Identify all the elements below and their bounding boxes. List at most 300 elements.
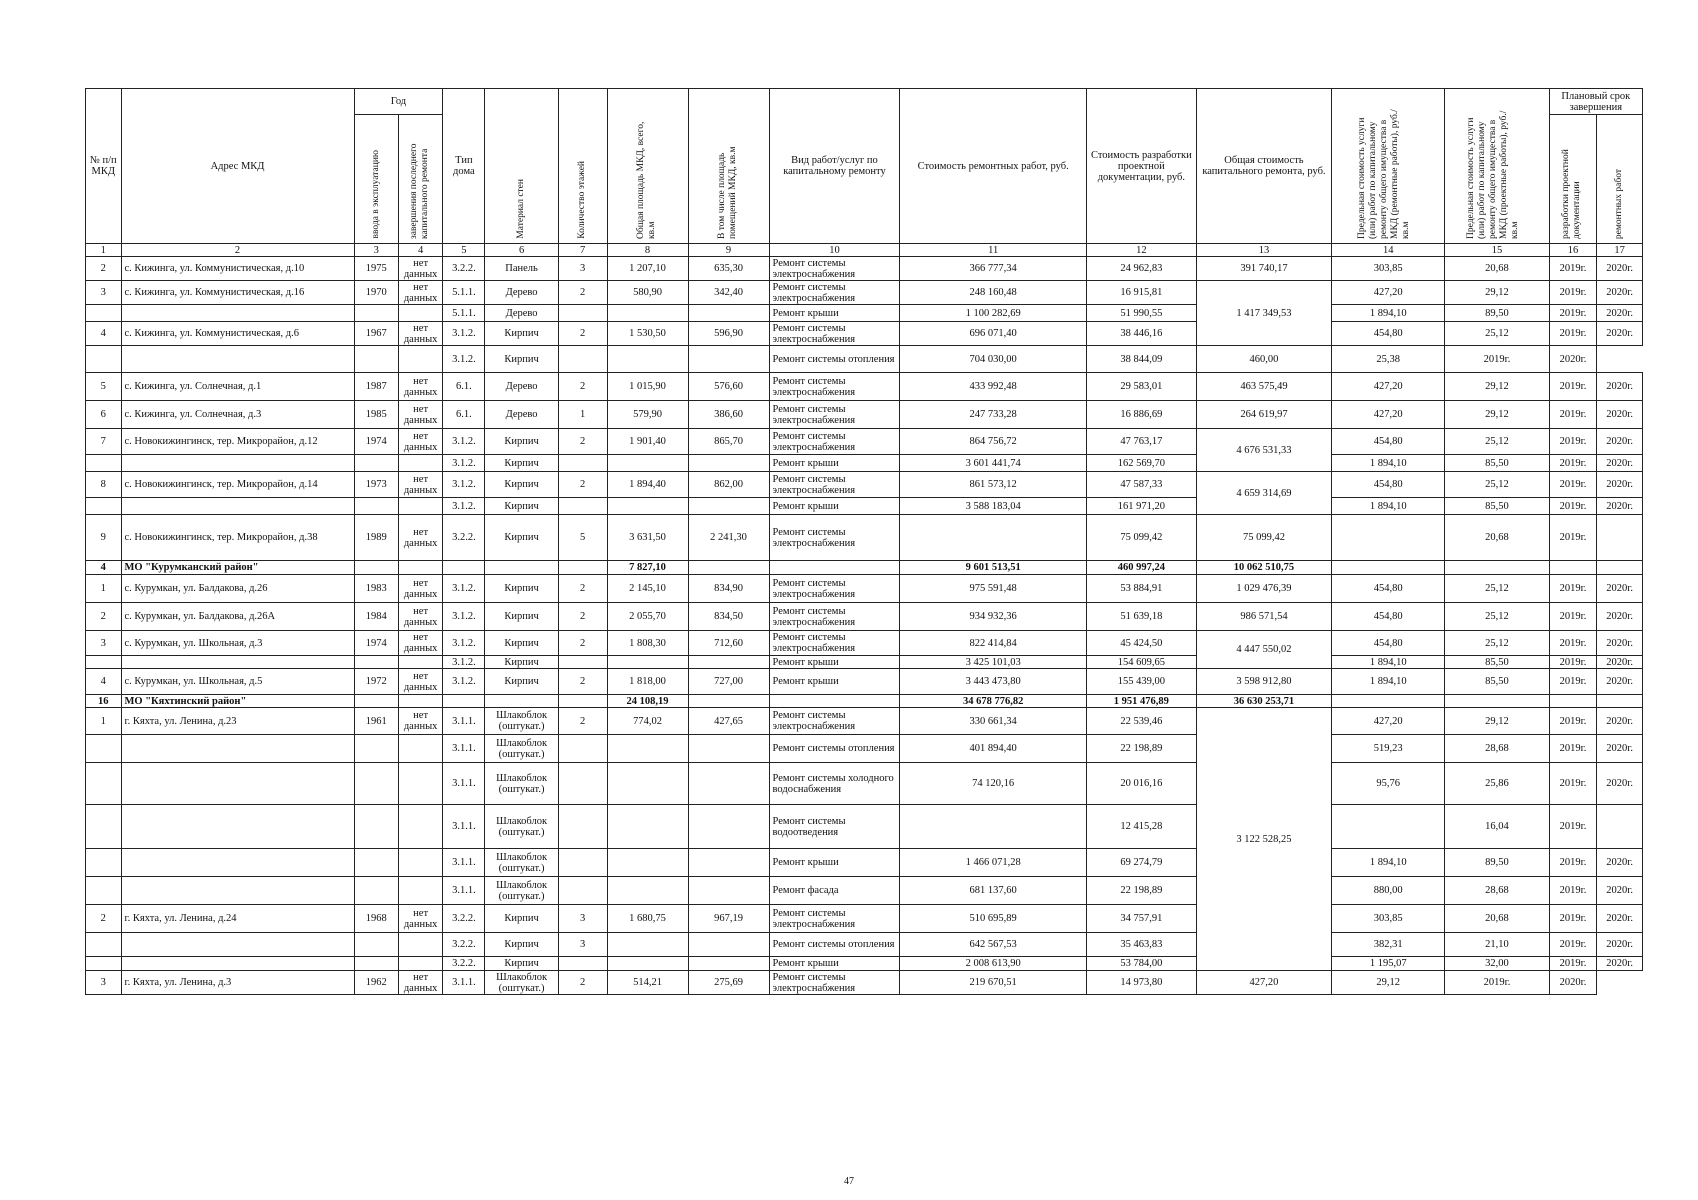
table-cell: 2 241,30 <box>688 515 769 561</box>
table-cell <box>688 805 769 849</box>
column-number-row <box>86 244 1643 257</box>
table-cell <box>688 735 769 763</box>
table-cell: 155 439,00 <box>1086 669 1196 695</box>
table-cell: 14 973,80 <box>1086 971 1196 995</box>
table-cell <box>485 695 558 708</box>
table-cell: нет данных <box>398 515 442 561</box>
table-cell: 3.2.2. <box>443 933 485 957</box>
table-cell: 25,12 <box>1445 575 1549 603</box>
district-total-row <box>86 561 1643 575</box>
table-cell: 3.1.1. <box>443 763 485 805</box>
table-cell: Кирпич <box>485 957 558 971</box>
table-cell: 275,69 <box>688 971 769 995</box>
table-cell <box>558 763 607 805</box>
table-cell: 85,50 <box>1445 669 1549 695</box>
table-cell: 3 425 101,03 <box>900 656 1086 669</box>
table-cell: 3.1.2. <box>443 603 485 631</box>
table-cell <box>558 805 607 849</box>
table-cell: с. Кижинга, ул. Коммунистическая, д.16 <box>121 281 354 305</box>
table-cell <box>558 305 607 322</box>
table-cell: 2019г. <box>1549 656 1597 669</box>
header-limit-design: Предельная стоимость услуги (или) работ по капитальному ремонту общего имущества в МКД (проектные работы), руб./кв.м <box>1465 110 1520 239</box>
table-cell: 2019г. <box>1549 603 1597 631</box>
page-number: 47 <box>844 1176 854 1187</box>
table-cell: 427,20 <box>1196 971 1331 995</box>
table-cell: 75 099,42 <box>1196 515 1331 561</box>
table-cell: 53 884,91 <box>1086 575 1196 603</box>
table-cell: 3 <box>558 905 607 933</box>
table-cell <box>398 455 442 472</box>
table-cell: 2 <box>558 281 607 305</box>
table-cell: 2020г. <box>1597 669 1643 695</box>
table-cell <box>121 498 354 515</box>
table-cell: 427,20 <box>1332 373 1445 401</box>
table-cell: 681 137,60 <box>900 877 1086 905</box>
table-cell: Ремонт системы электроснабжения <box>769 472 900 498</box>
table-cell: 1 466 071,28 <box>900 849 1086 877</box>
table-cell <box>354 695 398 708</box>
table-cell: 427,65 <box>688 708 769 735</box>
table-cell: 576,60 <box>688 373 769 401</box>
table-cell <box>121 849 354 877</box>
column-number: 6 <box>485 244 558 257</box>
table-cell: 2020г. <box>1549 346 1597 373</box>
table-cell: 2019г. <box>1549 849 1597 877</box>
table-cell: 2019г. <box>1549 498 1597 515</box>
table-cell: 1985 <box>354 401 398 429</box>
header-year-commission: ввода в эксплуатацию <box>370 150 381 239</box>
table-cell: с. Новокижингинск, тер. Микрорайон, д.38 <box>121 515 354 561</box>
table-cell: 454,80 <box>1332 575 1445 603</box>
table-cell: 727,00 <box>688 669 769 695</box>
table-cell <box>607 455 688 472</box>
table-row <box>86 849 1643 877</box>
table-cell: Ремонт системы электроснабжения <box>769 905 900 933</box>
table-cell: 862,00 <box>688 472 769 498</box>
table-cell: г. Кяхта, ул. Ленина, д.3 <box>121 971 354 995</box>
table-cell: 89,50 <box>1445 849 1549 877</box>
table-cell: 1974 <box>354 631 398 656</box>
table-cell <box>558 957 607 971</box>
table-cell: нет данных <box>398 373 442 401</box>
table-cell <box>607 877 688 905</box>
column-number: 2 <box>121 244 354 257</box>
table-cell: 1 894,10 <box>1332 669 1445 695</box>
table-cell <box>398 656 442 669</box>
table-cell: 2019г. <box>1549 257 1597 281</box>
column-number: 14 <box>1332 244 1445 257</box>
table-cell <box>398 805 442 849</box>
column-number: 3 <box>354 244 398 257</box>
table-cell: Ремонт системы электроснабжения <box>769 631 900 656</box>
table-cell: 2020г. <box>1597 603 1643 631</box>
column-number: 7 <box>558 244 607 257</box>
table-cell: 1989 <box>354 515 398 561</box>
table-cell <box>558 346 607 373</box>
table-cell <box>688 498 769 515</box>
table-cell: 2 <box>86 905 122 933</box>
table-cell: с. Кижинга, ул. Коммунистическая, д.10 <box>121 257 354 281</box>
table-cell: 9 <box>86 515 122 561</box>
table-cell <box>688 957 769 971</box>
column-number: 1 <box>86 244 122 257</box>
table-cell: 9 601 513,51 <box>900 561 1086 575</box>
table-cell <box>121 933 354 957</box>
table-row <box>86 498 1643 515</box>
table-cell <box>688 695 769 708</box>
table-cell: 401 894,40 <box>900 735 1086 763</box>
table-cell <box>1332 805 1445 849</box>
table-cell: 864 756,72 <box>900 429 1086 455</box>
table-cell: Ремонт системы отопления <box>769 933 900 957</box>
table-cell: 2019г. <box>1549 373 1597 401</box>
table-cell: 69 274,79 <box>1086 849 1196 877</box>
table-cell <box>398 695 442 708</box>
table-cell: 2019г. <box>1549 905 1597 933</box>
table-cell: Ремонт системы электроснабжения <box>769 429 900 455</box>
column-number: 5 <box>443 244 485 257</box>
table-cell: 1 015,90 <box>607 373 688 401</box>
table-cell: 20,68 <box>1445 905 1549 933</box>
table-cell: 2020г. <box>1597 429 1643 455</box>
table-cell: 2020г. <box>1597 905 1643 933</box>
table-cell: 2020г. <box>1597 498 1643 515</box>
table-cell: 75 099,42 <box>1086 515 1196 561</box>
table-cell: Ремонт системы холодного водоснабжения <box>769 763 900 805</box>
table-cell: Кирпич <box>485 575 558 603</box>
table-cell: 1 <box>86 708 122 735</box>
table-cell: 3 588 183,04 <box>900 498 1086 515</box>
table-cell: Ремонт системы электроснабжения <box>769 257 900 281</box>
table-cell: МО "Кяхтинский район" <box>121 695 354 708</box>
table-cell <box>354 498 398 515</box>
table-cell: нет данных <box>398 631 442 656</box>
table-cell: 16 <box>86 695 122 708</box>
table-cell: 3.1.1. <box>443 877 485 905</box>
table-cell: 427,20 <box>1332 401 1445 429</box>
table-cell <box>398 305 442 322</box>
table-cell <box>688 346 769 373</box>
table-row <box>86 401 1643 429</box>
table-cell: 20,68 <box>1445 257 1549 281</box>
table-cell <box>1597 805 1643 849</box>
table-cell: 1 680,75 <box>607 905 688 933</box>
table-cell: 38 844,09 <box>1086 346 1196 373</box>
table-cell <box>86 763 122 805</box>
table-cell <box>769 561 900 575</box>
table-cell: г. Кяхта, ул. Ленина, д.23 <box>121 708 354 735</box>
table-cell: Шлакоблок (оштукат.) <box>485 971 558 995</box>
table-cell: 25,12 <box>1445 631 1549 656</box>
table-cell: 22 198,89 <box>1086 735 1196 763</box>
table-cell: Ремонт системы электроснабжения <box>769 603 900 631</box>
table-cell <box>1597 561 1643 575</box>
table-cell: 3.1.1. <box>443 971 485 995</box>
table-cell: 2 <box>558 322 607 346</box>
district-total-row <box>86 695 1643 708</box>
table-cell: 454,80 <box>1332 322 1445 346</box>
table-cell <box>86 877 122 905</box>
table-cell: 3 <box>86 631 122 656</box>
table-body <box>86 257 1643 995</box>
table-cell: Ремонт системы электроснабжения <box>769 515 900 561</box>
table-cell: Ремонт системы электроснабжения <box>769 971 900 995</box>
table-cell: 3 <box>558 257 607 281</box>
table-cell: Шлакоблок (оштукат.) <box>485 877 558 905</box>
table-cell: 20,68 <box>1445 515 1549 561</box>
table-cell: 7 <box>86 429 122 455</box>
header-wall-material-cell <box>485 89 558 244</box>
table-cell: 519,23 <box>1332 735 1445 763</box>
table-cell: 2 <box>558 472 607 498</box>
table-cell: Ремонт крыши <box>769 455 900 472</box>
table-cell: 3 <box>86 281 122 305</box>
table-cell: 38 446,16 <box>1086 322 1196 346</box>
table-cell: 6.1. <box>443 401 485 429</box>
table-cell: 1 <box>86 575 122 603</box>
table-cell: 2019г. <box>1549 763 1597 805</box>
table-cell: 2020г. <box>1597 305 1643 322</box>
table-cell: 2020г. <box>1597 957 1643 971</box>
header-floors-cell <box>558 89 607 244</box>
table-cell: 1973 <box>354 472 398 498</box>
table-cell: 22 198,89 <box>1086 877 1196 905</box>
header-limit-design-cell <box>1445 89 1549 244</box>
table-cell: 596,90 <box>688 322 769 346</box>
table-cell: Ремонт системы отопления <box>769 346 900 373</box>
table-cell: 28,68 <box>1445 735 1549 763</box>
table-cell: 1974 <box>354 429 398 455</box>
table-cell <box>900 515 1086 561</box>
table-cell: 36 630 253,71 <box>1196 695 1331 708</box>
table-cell: Ремонт крыши <box>769 656 900 669</box>
table-cell: 2019г. <box>1549 669 1597 695</box>
table-cell: 4 447 550,02 <box>1196 631 1331 669</box>
table-cell: Кирпич <box>485 498 558 515</box>
table-cell <box>398 498 442 515</box>
table-cell <box>354 933 398 957</box>
table-cell: Кирпич <box>485 933 558 957</box>
table-cell: нет данных <box>398 905 442 933</box>
table-cell: 2 145,10 <box>607 575 688 603</box>
table-cell: 635,30 <box>688 257 769 281</box>
table-row <box>86 281 1643 305</box>
table-cell: 25,12 <box>1445 429 1549 455</box>
table-cell: 2020г. <box>1597 373 1643 401</box>
table-cell <box>398 561 442 575</box>
table-cell <box>485 561 558 575</box>
table-cell <box>121 763 354 805</box>
table-cell: 53 784,00 <box>1086 957 1196 971</box>
table-cell: 2019г. <box>1445 971 1549 995</box>
table-cell: 34 757,91 <box>1086 905 1196 933</box>
table-cell: 3 <box>86 971 122 995</box>
table-cell: Кирпич <box>485 905 558 933</box>
table-cell: 2020г. <box>1597 575 1643 603</box>
table-cell <box>354 561 398 575</box>
table-cell: 2019г. <box>1549 933 1597 957</box>
table-cell: нет данных <box>398 472 442 498</box>
table-cell: 880,00 <box>1332 877 1445 905</box>
table-cell: 3.1.2. <box>443 575 485 603</box>
header-planned: Плановый срок завершения <box>1549 89 1642 115</box>
table-row <box>86 669 1643 695</box>
table-cell: 514,21 <box>607 971 688 995</box>
table-cell <box>769 695 900 708</box>
table-cell <box>1332 561 1445 575</box>
table-cell: 3.2.2. <box>443 905 485 933</box>
table-cell: с. Кижинга, ул. Солнечная, д.3 <box>121 401 354 429</box>
table-cell <box>558 735 607 763</box>
table-cell <box>398 735 442 763</box>
table-row <box>86 735 1643 763</box>
header-year-commission-cell <box>354 115 398 244</box>
table-cell: 29,12 <box>1445 281 1549 305</box>
table-cell <box>607 656 688 669</box>
table-cell: 28,68 <box>1445 877 1549 905</box>
table-cell: 1 894,40 <box>607 472 688 498</box>
table-cell: 2 <box>558 429 607 455</box>
table-cell <box>354 735 398 763</box>
table-cell <box>1332 515 1445 561</box>
table-cell: 967,19 <box>688 905 769 933</box>
table-cell: 454,80 <box>1332 429 1445 455</box>
table-cell: 3.1.2. <box>443 656 485 669</box>
table-cell <box>688 763 769 805</box>
table-cell: 865,70 <box>688 429 769 455</box>
table-cell: с. Курумкан, ул. Балдакова, д.26 <box>121 575 354 603</box>
table-cell: 2020г. <box>1597 401 1643 429</box>
table-cell: 386,60 <box>688 401 769 429</box>
table-cell <box>558 849 607 877</box>
table-cell: 1 894,10 <box>1332 498 1445 515</box>
table-cell: 8 <box>86 472 122 498</box>
header-year: Год <box>354 89 443 115</box>
table-row <box>86 429 1643 455</box>
table-cell <box>354 849 398 877</box>
table-cell: 3.1.2. <box>443 429 485 455</box>
table-cell: 696 071,40 <box>900 322 1086 346</box>
table-cell: Ремонт системы водоотведения <box>769 805 900 849</box>
table-cell: 1968 <box>354 905 398 933</box>
table-cell: 433 992,48 <box>900 373 1086 401</box>
header-address: Адрес МКД <box>121 89 354 244</box>
header-planned-design: разработки проектной документации <box>1561 149 1582 239</box>
table-cell: 2 <box>558 971 607 995</box>
table-cell: 7 827,10 <box>607 561 688 575</box>
header-floors: Количество этажей <box>577 161 588 239</box>
table-cell: 1972 <box>354 669 398 695</box>
table-cell <box>688 877 769 905</box>
table-cell: с. Курумкан, ул. Школьная, д.3 <box>121 631 354 656</box>
table-cell: Дерево <box>485 401 558 429</box>
table-cell: 2019г. <box>1549 957 1597 971</box>
table-cell: нет данных <box>398 281 442 305</box>
header-planned-repair: ремонтных работ <box>1614 168 1625 239</box>
table-cell: Кирпич <box>485 429 558 455</box>
table-cell <box>558 498 607 515</box>
table-cell: Ремонт крыши <box>769 498 900 515</box>
table-cell <box>688 561 769 575</box>
table-cell: 85,50 <box>1445 498 1549 515</box>
table-cell: 1 195,07 <box>1332 957 1445 971</box>
table-cell <box>121 805 354 849</box>
table-cell: Дерево <box>485 305 558 322</box>
table-row <box>86 603 1643 631</box>
table-cell <box>607 346 688 373</box>
table-cell: 51 990,55 <box>1086 305 1196 322</box>
table-cell: 1983 <box>354 575 398 603</box>
table-cell: нет данных <box>398 603 442 631</box>
table-cell: 4 <box>86 669 122 695</box>
table-cell: 454,80 <box>1332 603 1445 631</box>
table-cell: Ремонт системы отопления <box>769 735 900 763</box>
table-cell: г. Кяхта, ул. Ленина, д.24 <box>121 905 354 933</box>
table-cell: 934 932,36 <box>900 603 1086 631</box>
table-cell <box>86 455 122 472</box>
table-cell: 3 631,50 <box>607 515 688 561</box>
table-cell <box>86 498 122 515</box>
table-cell: нет данных <box>398 257 442 281</box>
column-number: 4 <box>398 244 442 257</box>
table-cell: 1 530,50 <box>607 322 688 346</box>
table-cell: 2020г. <box>1549 971 1597 995</box>
table-cell <box>86 346 122 373</box>
table-cell <box>558 656 607 669</box>
table-cell: 986 571,54 <box>1196 603 1331 631</box>
table-cell <box>354 877 398 905</box>
table-cell: 16,04 <box>1445 805 1549 849</box>
table-cell <box>86 957 122 971</box>
table-cell: МО "Курумканский район" <box>121 561 354 575</box>
table-cell: 29,12 <box>1332 971 1445 995</box>
table-cell: 1987 <box>354 373 398 401</box>
table-cell: Кирпич <box>485 515 558 561</box>
table-cell: Шлакоблок (оштукат.) <box>485 849 558 877</box>
table-cell: нет данных <box>398 322 442 346</box>
table-cell: 1 894,10 <box>1332 305 1445 322</box>
table-cell: 1 029 476,39 <box>1196 575 1331 603</box>
table-cell: 2020г. <box>1597 281 1643 305</box>
table-cell: нет данных <box>398 971 442 995</box>
table-cell: 47 763,17 <box>1086 429 1196 455</box>
table-cell: 89,50 <box>1445 305 1549 322</box>
table-cell: 34 678 776,82 <box>900 695 1086 708</box>
table-cell: 834,50 <box>688 603 769 631</box>
table-cell: 2020г. <box>1597 631 1643 656</box>
table-row <box>86 971 1643 995</box>
table-cell: 2 <box>86 257 122 281</box>
table-cell: 2020г. <box>1597 708 1643 735</box>
table-cell <box>688 305 769 322</box>
table-cell: 2019г. <box>1549 735 1597 763</box>
table-cell: 2020г. <box>1597 933 1643 957</box>
table-cell: 975 591,48 <box>900 575 1086 603</box>
table-cell: 1 894,10 <box>1332 455 1445 472</box>
table-cell: 4 <box>86 561 122 575</box>
table-cell: 29,12 <box>1445 708 1549 735</box>
table-cell: 3.1.1. <box>443 805 485 849</box>
table-cell: 303,85 <box>1332 257 1445 281</box>
table-cell <box>558 877 607 905</box>
table-cell <box>86 849 122 877</box>
table-cell: 5 <box>558 515 607 561</box>
table-cell <box>688 849 769 877</box>
table-cell: 32,00 <box>1445 957 1549 971</box>
table-row <box>86 805 1643 849</box>
table-cell: 2020г. <box>1597 472 1643 498</box>
table-cell: 25,12 <box>1445 603 1549 631</box>
